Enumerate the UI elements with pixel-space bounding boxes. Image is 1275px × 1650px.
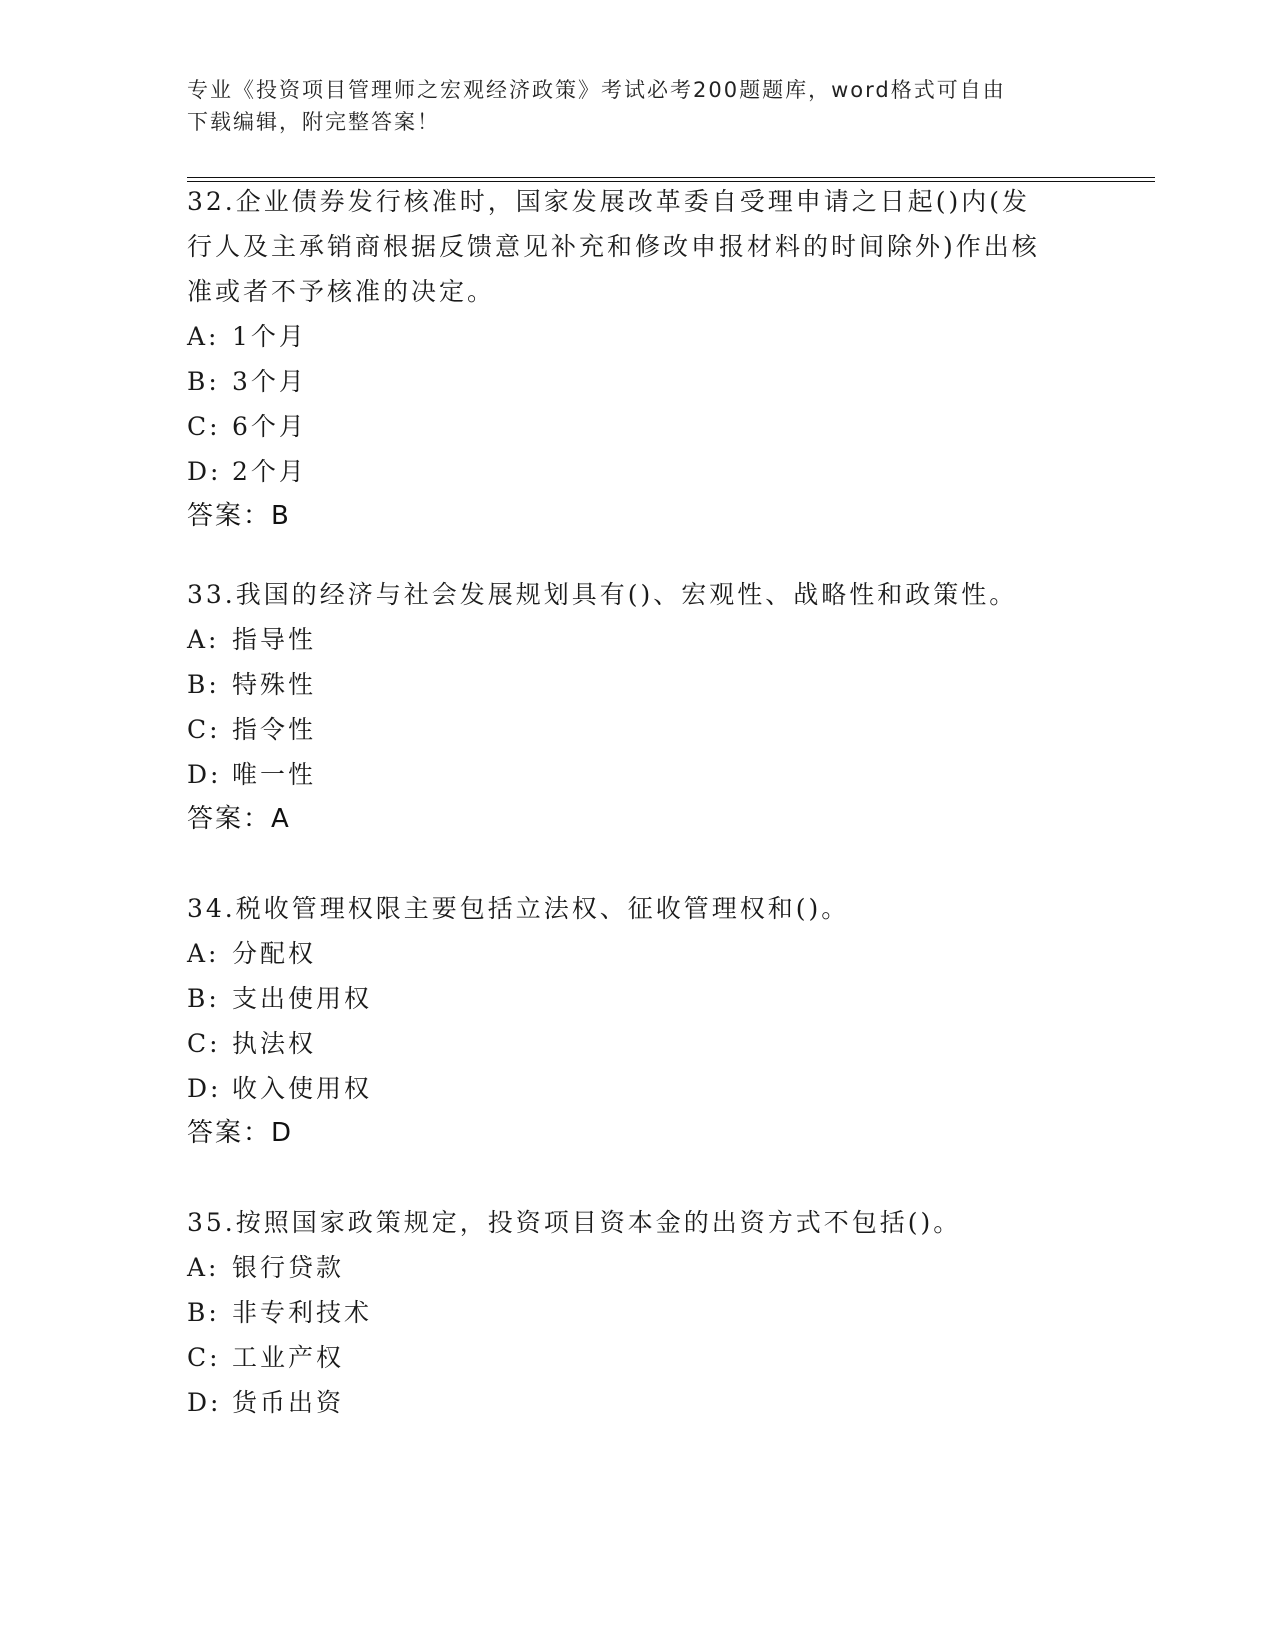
option-a bbox=[187, 314, 1087, 359]
answer: 答案：B bbox=[187, 501, 291, 531]
option-b bbox=[187, 1290, 1087, 1335]
option-letter: D: bbox=[187, 760, 222, 789]
option-b bbox=[187, 662, 1087, 707]
option-letter: A: bbox=[187, 1253, 220, 1282]
header-line-2: 下载编辑，附完整答案！ bbox=[187, 110, 440, 134]
question-line: 34.税收管理权限主要包括立法权、征收管理权和()。 bbox=[187, 894, 850, 923]
option-text: 唯一性 bbox=[232, 760, 317, 789]
option-text: 1个月 bbox=[232, 322, 307, 351]
option-d bbox=[187, 1380, 1087, 1425]
option-letter: D: bbox=[187, 457, 222, 486]
option-letter: C: bbox=[187, 1029, 221, 1058]
option-text: 支出使用权 bbox=[232, 984, 373, 1013]
header-line-1: 专业《投资项目管理师之宏观经济政策》考试必考200题题库，word格式可自由 bbox=[187, 78, 1006, 102]
option-text: 执法权 bbox=[232, 1029, 317, 1058]
option-text: 分配权 bbox=[232, 939, 317, 968]
option-d bbox=[187, 752, 1087, 797]
question-line: 35.按照国家政策规定，投资项目资本金的出资方式不包括()。 bbox=[187, 1208, 962, 1237]
option-a bbox=[187, 1245, 1087, 1290]
answer: 答案：D bbox=[187, 1118, 294, 1148]
option-letter: B: bbox=[187, 367, 220, 396]
option-letter: D: bbox=[187, 1388, 222, 1417]
option-d bbox=[187, 449, 1087, 494]
option-text: 指导性 bbox=[232, 625, 317, 654]
option-text: 工业产权 bbox=[232, 1343, 345, 1372]
option-text: 3个月 bbox=[232, 367, 307, 396]
option-b bbox=[187, 359, 1087, 404]
option-text: 2个月 bbox=[232, 457, 307, 486]
option-text: 货币出资 bbox=[232, 1388, 345, 1417]
option-b bbox=[187, 976, 1087, 1021]
option-text: 银行贷款 bbox=[232, 1253, 345, 1282]
option-letter: C: bbox=[187, 715, 221, 744]
option-letter: B: bbox=[187, 984, 220, 1013]
option-text: 收入使用权 bbox=[232, 1074, 373, 1103]
question-35 bbox=[187, 1200, 1087, 1425]
option-a bbox=[187, 617, 1087, 662]
option-letter: A: bbox=[187, 939, 220, 968]
option-letter: C: bbox=[187, 1343, 221, 1372]
header-divider-top bbox=[187, 177, 1155, 178]
question-line: 准或者不予核准的决定。 bbox=[187, 277, 496, 306]
option-c bbox=[187, 404, 1087, 449]
question-33 bbox=[187, 572, 1087, 842]
option-d bbox=[187, 1066, 1087, 1111]
option-letter: A: bbox=[187, 625, 220, 654]
option-letter: B: bbox=[187, 670, 220, 699]
option-letter: B: bbox=[187, 1298, 220, 1327]
question-text bbox=[187, 179, 1087, 314]
option-c bbox=[187, 707, 1087, 752]
option-c bbox=[187, 1021, 1087, 1066]
option-text: 特殊性 bbox=[232, 670, 317, 699]
option-letter: C: bbox=[187, 412, 221, 441]
question-34 bbox=[187, 886, 1087, 1156]
question-line: 33.我国的经济与社会发展规划具有()、宏观性、战略性和政策性。 bbox=[187, 580, 1018, 609]
option-text: 非专利技术 bbox=[232, 1298, 373, 1327]
option-a bbox=[187, 931, 1087, 976]
option-c bbox=[187, 1335, 1087, 1380]
question-text bbox=[187, 886, 1087, 931]
question-line: 32.企业债券发行核准时，国家发展改革委自受理申请之日起()内(发 bbox=[187, 187, 1031, 216]
question-text bbox=[187, 1200, 1087, 1245]
answer: 答案：A bbox=[187, 804, 291, 834]
option-letter: A: bbox=[187, 322, 220, 351]
option-letter: D: bbox=[187, 1074, 222, 1103]
question-32 bbox=[187, 179, 1087, 539]
option-text: 6个月 bbox=[232, 412, 307, 441]
option-text: 指令性 bbox=[232, 715, 317, 744]
question-text bbox=[187, 572, 1087, 617]
document-header bbox=[187, 74, 1067, 138]
question-line: 行人及主承销商根据反馈意见补充和修改申报材料的时间除外)作出核 bbox=[187, 232, 1040, 261]
